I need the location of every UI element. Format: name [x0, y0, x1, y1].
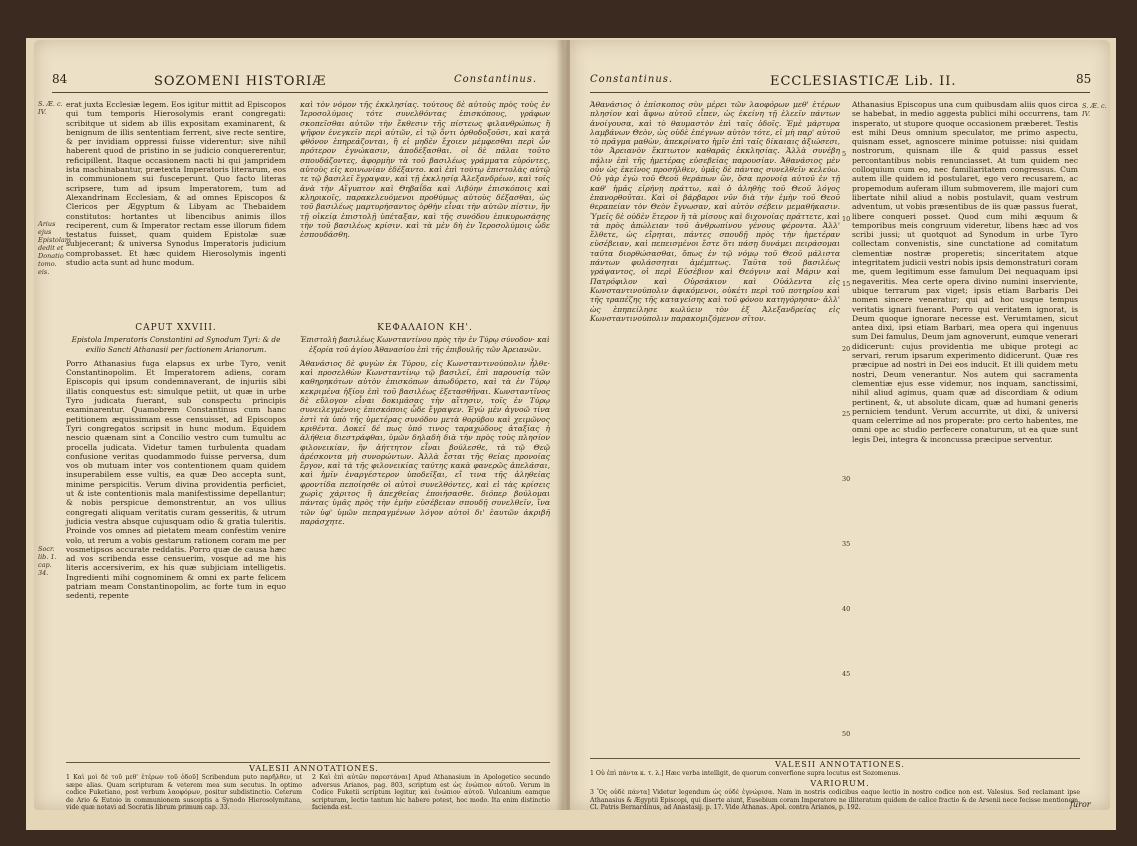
margin-note-socrates: Socr. lib. 1. cap. 34. — [38, 545, 57, 577]
latin-paragraph: erat juxta Ecclesiæ legem. Eos igitur mittit ad Episcopos qui tum temporis Hierosolymis erant congregati: scribitque ut sidem ab illis expositam examinarent, & benignum de illis sententiam ferrent, sive recte sentire, & per invidiam oppressi fuisse viderentur: sive nihil haberent quod de pristino in se judicio conquererentur, reficipillent. Itaque occasionem nacti hi qui jampridem ista machinabantur, prætexta Imperatoris literarum, eos in communionem sui fusceperunt. Quo facto literas scripsere, tum ad ipsum Imperatorem, tum ad Alexandrinam Ecclesiam, & ad omnes Episcopos & Clericos per Ægyptum & Libyam ac Thebaidem constitutos: hortantes ut libencibus animis illos reciperent, cum & Imperator rectam esse illorum fidem testatus fuisset, quam quidem Epistolæ suæ subjecerant; & universa Synodus Imperatoris judicium comprobasset. Et hæc quidem Hierosolymis ingenti studio acta sunt ad hunc modum. — [66, 100, 286, 268]
annotations-left-col1: 1 Καὶ μοὶ δὲ τοῦ μεθ' ἑτέρων τοῦ ὁδοῦ] Scribendum puto παρῆλθεν, ut sæpe alias. Quam scripturam & veterem mea sum secutus. In optimo codice Fuketiano, post verbum λαοφόρων, positur subdistinctio. Ceterum de Ario & Eutoio in communionem susceptis a Synodo Hierosolymitana, vide quæ notavi ad Socratis librum primum cap. 33. — [66, 774, 302, 812]
catchword: furor — [1070, 800, 1091, 809]
latin-chapter-heading: CAPUT XXVIII. — [135, 323, 217, 333]
running-head-right: ECCLESIASTICÆ Lib. II. — [770, 74, 957, 89]
running-head-left-sub: Constantinus. — [454, 74, 538, 85]
line-number: 5 — [842, 150, 847, 158]
latin-column-left-bottom — [66, 318, 286, 758]
greek-paragraph: καὶ τὸν νόμον τῆς ἐκκλησίας. τούτους δὲ αὐτοὺς πρὸς τοὺς ἐν Ἱεροσολύμοις τότε συνελθόντας ἐπισκόπους, γράφων σκοπεῖσθαι αὐτῶν τὴν ἔκθεσιν τῆς πίστεως φιλανθρώπως ἢ ψῆφον ἐνεγκεῖν περὶ αὐτῶν, εἰ τῷ ὄντι ὀρθοδοξοῦσι, καὶ κατὰ φθόνον ἐπηρεάζονται, ἢ εἰ μηδὲν ἔχοιεν μέμφεσθαι περὶ ὧν πρότερον ἐγνώκασιν, ἀποδέξασθαι. οἱ δὲ πάλαι τοῦτο σπουδάζοντες, ἀφορμὴν τὰ τοῦ βασιλέως γράμματα εὑρόντες, αὐτοὺς εἰς κοινωνίαν ἐδέξαντο. καὶ ἐπὶ τούτῳ ἐπιστολὰς αὐτῷ τε τῷ βασιλεῖ ἔγραψαν, καὶ τῇ ἐκκλησίᾳ Ἀλεξανδρέων, καὶ τοῖς ἀνὰ τὴν Αἴγυπτον καὶ Θηβαΐδα καὶ Λιβύην ἐπισκόποις καὶ κληρικοῖς, παρακελευόμενοι προθύμως αὐτοὺς δέξασθαι, ὡς τοῦ βασιλέως μαρτυρήσαντος ὀρθὴν εἶναι τὴν αὐτῶν πίστιν, ἣν τῇ οἰκείᾳ ἐπιστολῇ ὑπέταξαν, καὶ τῆς συνόδου ἐπικυρωσάσης τὴν τοῦ βασιλέως κρίσιν. καὶ τὰ μὲν δὴ ἐν Ἱεροσολύμοις ὧδε ἐσπουδάσθη. — [300, 100, 550, 240]
variorum-title: VARIORUM. — [810, 779, 870, 788]
right-page — [570, 40, 1110, 810]
line-number: 10 — [842, 215, 851, 223]
latin-chapter-subtitle: Epistola Imperatoris Constantini ad Synodum Tyri: & de exilio Sancti Athanasii per factionem Arianorum. — [71, 335, 281, 354]
margin-note-arius: Arius ejus Epistolam dedit et Donatio tomo. eis. — [38, 220, 71, 276]
latin-column-right — [852, 100, 1078, 754]
line-number: 50 — [842, 730, 851, 738]
line-number: 30 — [842, 475, 851, 483]
greek-column-right — [590, 100, 840, 754]
greek-chapter-heading: ΚΕΦΑΛΑΙΟΝ ΚΗ'. — [377, 323, 473, 333]
greek-paragraph-2: Ἀθανάσιος δὲ φυγὼν ἐκ Τύρου, εἰς Κωνσταντινούπολιν ἦλθε· καὶ προσελθὼν Κωνσταντίνῳ τῷ βασιλεῖ, ἐπὶ παρουσίᾳ τῶν καθηρηκότων αὐτὸν ἐπισκόπων ἀπωδύρετο, καὶ τὰ ἐν Τύρῳ κεκριμένα ἠξίου ἐπὶ τοῦ βασιλέως ἐξετασθῆναι. Κωνσταντῖνος δὲ εὔλογον εἶναι δοκιμάσας τὴν αἴτησιν, τοῖς ἐν Τύρῳ συνειλεγμένοις ἐπισκόποις ὧδε ἔγραψεν. Ἐγὼ μὲν ἀγνοῶ τίνα ἐστὶ τὰ ὑπὸ τῆς ὑμετέρας συνόδου μετὰ θορύβου καὶ χειμῶνος κριθέντα. Δοκεῖ δέ πως ὑπό τινος ταραχώδους ἀταξίας ἡ ἀλήθεια διεστράφθαι, ὑμῶν δηλαδὴ διὰ τὴν πρὸς τοὺς πλησίον φιλονεικίαν, ἣν ἀήττητον εἶναι βούλεσθε, τὰ τῷ Θεῷ ἀρέσκοντα μὴ συνορώντων. Ἀλλὰ ἔσται τῆς θείας προνοίας ἔργον, καὶ τὰ τῆς φιλονεικίας ταύτης κακὰ φανερῶς ἀπελάσαι, καὶ ἡμῖν ἐναργέστερον ὑποδεῖξαι, εἴ τινα τῆς ἀληθείας φροντίδα πεποίησθε οἱ αὐτοὶ συνελθόντες, καὶ εἰ τὰς κρίσεις χωρὶς χάριτος ἢ ἀπεχθείας ἐποιήσασθε. διόπερ βούλομαι πάντας ὑμᾶς πρὸς τὴν ἐμὴν εὐσέβειαν σπουδῇ συνελθεῖν, ἵνα τῶν ὑφ' ὑμῶν πεπραγμένων λόγον αὐτοὶ δι' ἑαυτῶν ἀκριβῆ παράσχητε. — [300, 358, 550, 526]
margin-note-top-right: S. Æ. c. IV. — [1082, 102, 1107, 118]
latin-column-left-top — [66, 100, 286, 314]
annotations-left-col2: 2 Καὶ ἐπὶ αὐτῶν παρεστάναι] Apud Athanasium in Apologetico secundo adversus Arianos, pag. 803, scriptum est ὡς ἐνώπιον αὐτοῦ. Verum in Codice Fuketii scriptum legitur, καὶ ἐνώπιον αὐτοῦ. Vulcanium eamque scripturam, lectio tantum hic habere potest, hoc modo. Ita enim distinctio facienda est. — [312, 774, 550, 812]
annotations-title-left: VALESII ANNOTATIONES. — [249, 764, 379, 773]
line-number: 20 — [842, 345, 851, 353]
variorum-notes: 3 Ὃς οὐδὲ πάντα] Videtur legendum ὡς οὐδὲ ἐγνώρισα. Nam in nostris codicibus eaque lectio in nostro codice non est. Valesius. Sed reclamant ipse Athanasius & Ægyptii Episcopi, qui diserte aiunt, Eusebium coram Imperatore ne illiteratum quidem de calice fractio & de Arsenii nece fecisse mentionem. Cl. Patris Bernardinus, ad Anastasij. p. 17. Vide Athanas. Apol. contra Arianos, p. 192. — [590, 789, 1080, 812]
page-number-left: 84 — [52, 72, 68, 86]
line-number: 40 — [842, 605, 851, 613]
annotations-right-1: 1 Οὐ ἐπὶ πάντα κ. τ. λ.] Hæc verba intelligit, de quorum converfione supra locutus est Sozomenus. — [590, 770, 901, 777]
header-rule-right — [590, 92, 1090, 93]
notes-rule-right — [590, 758, 1080, 759]
latin-paragraph-right: Athanasius Episcopus una cum quibusdam aliis quos circa se habebat, in medio aggesta publici mihi occurrens, tam insperato, ut stupore quoque occasionem præberet. Testis est mihi Deus omnium speculator, me primo aspectu, quisnam esset, agnoscere minime potuisse: nisi quidam nostrorum, quisnam ille & quid passus esset percontantibus nobis renunciasset. At tum quidem nec colloquium cum eo, nec familiaritatem congressus. Cum autem ille quidem id postularet, ego vero recusarem, ac propemodum auferam illum submoverem, ille majori cum libertate nihil aliud a nobis postulavit, quam vestrum adventum, ut vobis præsentibus de iis quæ passus fuerat, libere conqueri posset. Quod cum mihi æquum & temporibus meis congruum videretur, libens hæc ad vos scribi jussi; ut quotquot ad Synodum in urbe Tyro collectam convenistis, sine cunctatione ad comitatum clementiæ nostræ properetis; sinceritatem atque integritatem judicii vestri nobis ipsis demonstraturi coram me, quem legitimum esse famulum Dei nequaquam ipsi negaveritis. Mea certe opera divino numini inserviente, ubique terrarum pax viget; ipsis etiam Barbaris Dei nomen sincere veneratur; qui ad hoc usque tempus veritatis ignari fuerant. Porro qui veritatem ignorat, is Deum quoque ignorare necesse est. Verumtamen, sicut antea dixi, ipsi etiam Barbari, mea opera qui ingenuus sum Dei famulus, Deum jam agnoverunt, eumque venerari didicerunt: cujus providentia me ubique protegi ac servari, rerum ipsarum experimento didicerunt. Quæ res præcipue ad nostri in Dei eos inducit. Et illi quidem metu nostri, Deum venerantur. Nos autem qui sacramenta clementiæ ejus esse videmur, nos inquam, sanctissimi, nihil aliud agimus, quam quæ ad discordiam & odium pertinent, &, ut absolute dicam, quæ ad humani generis perniciem tendunt. Verum accurrite, ut dixi, & universi quam celerrime ad nos properate: pro certo habentes, me omni ope ac studio perfecere conaturum, ut ea quæ sunt legis Dei, integra & inconcussa præcipue serventur. — [852, 100, 1078, 444]
running-head-left: SOZOMENI HISTORIÆ — [154, 74, 327, 89]
running-head-right-sub: Constantinus. — [590, 74, 674, 85]
latin-paragraph-2: Porro Athanasius fuga elapsus ex urbe Tyro, venit Constantinopolim. Et Imperatorem adiens, coram Episcopis qui ipsum condemnaverant, de injuriis sibi illatis conquestus est: simulque petiit, ut quæ in urbe Tyro judicata fuerant, sub conspectu principis examinarentur. Quamobrem Constantinus cum hanc petitionem æquissimam esse censuisset, ad Episcopos Tyri congregatos scripsit in hunc modum. Equidem nescio quænam sint a Concilio vestro cum tumultu ac procella judicata. Videtur tamen turbulenta quadam confusione veritas quodammodo fuisse perversa, dum vos ob mutuam inter vos contentionem quam quidem insuperabilem esse vultis, ea quæ Deo accepta sunt, minime perspicitis. Verum divina providentia perficiet, ut & iste contentionis mala manifestissime depellantur; & nobis perspicue demonstrentur, an vos ullius congregati aliquam veritatis curam gesseritis, & utrum judicia vestra absque cujusquam odio & gratia tuleritis. Proinde vos omnes ad pietatem meam confestim venire volo, ut rerum a vobis gestarum rationem coram me per vosmetipsos accurate reddatis. Porro quæ de causa hæc ad vos scribenda esse censuerim, vosque ad me his literis accersiverim, ex his quæ subjiciam intelligetis. Ingredienti mihi cognominem & omni ex parte felicem patriam meam Constantinopolim, ac forte tum in equo sedenti, repente — [66, 358, 286, 601]
page-number-right: 85 — [1076, 72, 1092, 86]
greek-chapter-subtitle: Ἐπιστολὴ βασιλέως Κωνσταντίνου πρὸς τὴν ἐν Τύρῳ σύνοδον· καὶ ἐξορία τοῦ ἁγίου Ἀθανασίου ἐπὶ τῆς ἐπιβουλῆς τῶν Ἀρειανῶν. — [300, 335, 550, 354]
greek-paragraph-right: Ἀθανάσιος ὁ ἐπίσκοπος σὺν μέρει τῶν λαοφόρων μεθ' ἑτέρων πλησίον καὶ ἄφνω αὐτοῦ εἶπεν, ὡς ἐκείνη τῇ ἐλεεῖν πάντων ἀνοίγουσα, καὶ τὸ θαυμαστὸν ἐπὶ ταῖς ὁδοῖς. Ἐμὲ μάρτυρα λαμβάνων Θεὸν, ὡς οὐδὲ ἐπέγνων αὐτὸν τότε, εἰ μὴ παρ' αὐτοῦ τὸ πρᾶγμα μαθὼν, ἀπεκρίνατο ἡμῖν ἐπὶ ταῖς δίκαιαις ἀξιώσεσι, τὸν Ἀρειανὸν ἔκπτωτον καθαρᾶς ἐκκλησίας. Ἀλλὰ συνέβη πάλιν ἐπὶ τῆς ἡμετέρας εὐσεβείας παρουσίαν. Ἀθανάσιος μὲν οὖν ὡς ἐκεῖνος προσήλθεν, ὑμᾶς δὲ πάντας συνελθεῖν κελεύω. Οὐ γὰρ ἐγὼ τοῦ Θεοῦ θεράπων ὢν, ὅσα προνοίᾳ αὐτοῦ ἐν τῇ καθ' ἡμᾶς εἰρήνῃ πράττω, καὶ ὁ ἀληθὴς τοῦ Θεοῦ λόγος ἐπανορθοῦται. Καὶ οἱ βάρβαροι νῦν διὰ τὴν ἐμὴν τοῦ Θεοῦ θεραπείαν τὸν Θεὸν ἔγνωσαν, καὶ αὐτὸν σέβειν μεμαθήκασιν. Ὑμεῖς δὲ οὐδὲν ἕτερον ἢ τὰ μίσους καὶ διχονοίας πράττετε, καὶ τὰ πρὸς ἀπώλειαν τοῦ ἀνθρωπίνου γένους φέροντα. Ἀλλ' ἔλθετε, ὡς εἴρηται, πάντες σπουδῇ πρὸς τὴν ἡμετέραν εὐσέβειαν, καὶ πεπεισμένοι ἔστε ὅτι πάσῃ δυνάμει πειράσομαι ταῦτα διορθώσασθαι, ὅπως ἐν τῷ νόμῳ τοῦ Θεοῦ μάλιστα πάντων φυλάσσηται ἀμέμπτως. Ταῦτα τοῦ βασιλέως γράψαντος, οἱ περὶ Εὐσέβιον καὶ Θεόγνιν καὶ Μάριν καὶ Πατρόφιλον καὶ Οὐρσάκιον καὶ Οὐάλεντα εἰς Κωνσταντινούπολιν ἀφικόμενοι, οὐκέτι περὶ τοῦ ποτηρίου καὶ τῆς τραπέζης τῆς καταγείσης καὶ τοῦ φόνου κατηγόρησαν· ἀλλ' ὡς ἐπηπείλησε κωλύειν τὸν ἐξ Ἀλεξανδρείας εἰς Κωνσταντινούπολιν παρακομιζόμενον σῖτον. — [590, 100, 840, 323]
line-number: 45 — [842, 670, 851, 678]
line-number: 35 — [842, 540, 851, 548]
greek-column-left-top — [300, 100, 550, 314]
line-number: 25 — [842, 410, 851, 418]
left-page — [34, 40, 564, 810]
notes-rule-left — [66, 762, 550, 763]
line-number: 15 — [842, 280, 851, 288]
margin-note-top-left: S. Æ. c. IV. — [38, 100, 63, 116]
header-rule-left — [52, 92, 548, 93]
greek-column-left-bottom — [300, 318, 550, 758]
annotations-title-right: VALESII ANNOTATIONES. — [775, 760, 905, 769]
